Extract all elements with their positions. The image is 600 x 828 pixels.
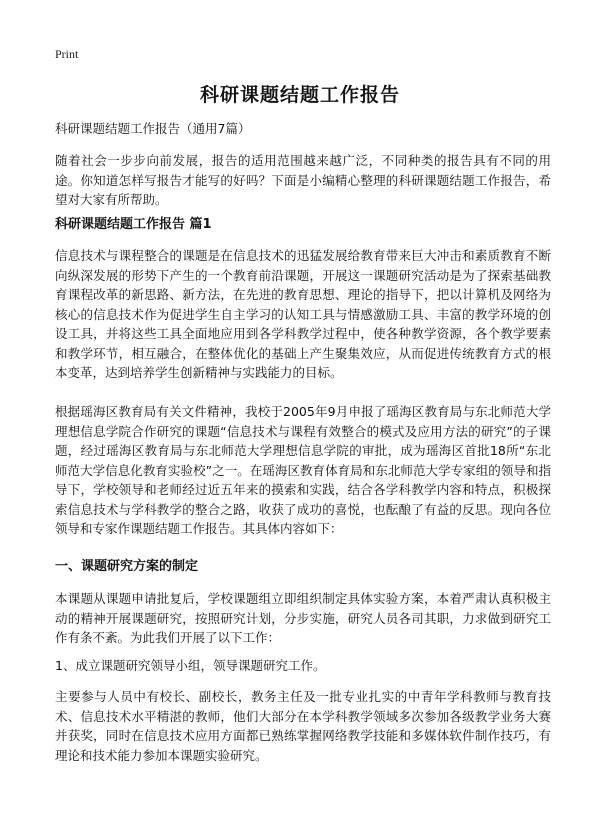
subtitle: 科研课题结题工作报告（通用7篇） [55, 121, 251, 136]
paragraph-1: 信息技术与课程整合的课题是在信息技术的迅猛发展给教育带来巨大冲击和素质教育不断向纵深发展的形势下产生的一个教育前沿课题，开展这一课题研究活动是为了探索基础教育课程改革的新思路、新方法，在先进的教育思想、理论的指导下，把以计算机及网络为核心的信息技术作为促进学生自主学习的认知工具与情感激励工具、丰富的教学环境的创设工具，并将这些工具全面地应用到各学科教学过程中，使各种教学资源，各个教学要素和教学环节，相互融合，在整体优化的基础上产生聚集效应，从而促进传统教育方式的根本变革，达到培养学生创新精神与实践能力的目标。 [55, 248, 551, 380]
page-title: 科研课题结题工作报告 [199, 84, 400, 106]
paragraph-3: 本课题从课题申请批复后，学校课题组立即组织制定具体实验方案，本着严肃认真积极主动的精神开展课题研究，按照研究计划，分步实施，研究人员各司其职，力求做到研究工作有条不紊。为此我们开展了以下工作： [55, 591, 551, 645]
paragraph-4: 1、成立课题研究领导小组，领导课题研究工作。 [55, 658, 326, 673]
intro-paragraph: 随着社会一步步向前发展，报告的适用范围越来越广泛，不同种类的报告具有不同的用途。你知道怎样写报告才能写的好吗？下面是小编精心整理的科研课题结题工作报告，希望对大家有所帮助。 [55, 153, 551, 207]
section-heading-2: 一、课题研究方案的制定 [55, 559, 199, 574]
print-label[interactable]: Print [55, 47, 79, 61]
paragraph-2: 根据瑶海区教育局有关文件精神，我校于2005年9月申报了瑶海区教育局与东北师范大学理想信息学院合作研究的课题“信息技术与课程有效整合的模式及应用方法的研究”的子课题，经过瑶海区教育局与东北师范大学理想信息学院的审批，成为瑶海区首批18所“东北师范大学信息化教育实验校”之一。在瑶海区教育体育局和东北师范大学专家组的领导和指导下，学校领导和老师经过近五年来的摸索和实践，结合各学科教学内容和特点，积极探索信息技术与学科教学的整合之路，收获了成功的喜悦，也酝酿了有益的反思。现向各位领导和专家作课题结题工作报告。其具体内容如下： [55, 404, 551, 536]
paragraph-5: 主要参与人员中有校长、副校长，教务主任及一批专业扎实的中青年学科教师与教育技术、信息技术水平精湛的教师，他们大部分在本学科教学领域多次参加各级教学业务大赛并获奖，同时在信息技术应用方面都已熟练掌握网络教学技能和多媒体软件制作技巧，有理论和技术能力参加本课题实验研究。 [55, 689, 551, 763]
section-heading-1: 科研课题结题工作报告 篇1 [55, 217, 212, 232]
